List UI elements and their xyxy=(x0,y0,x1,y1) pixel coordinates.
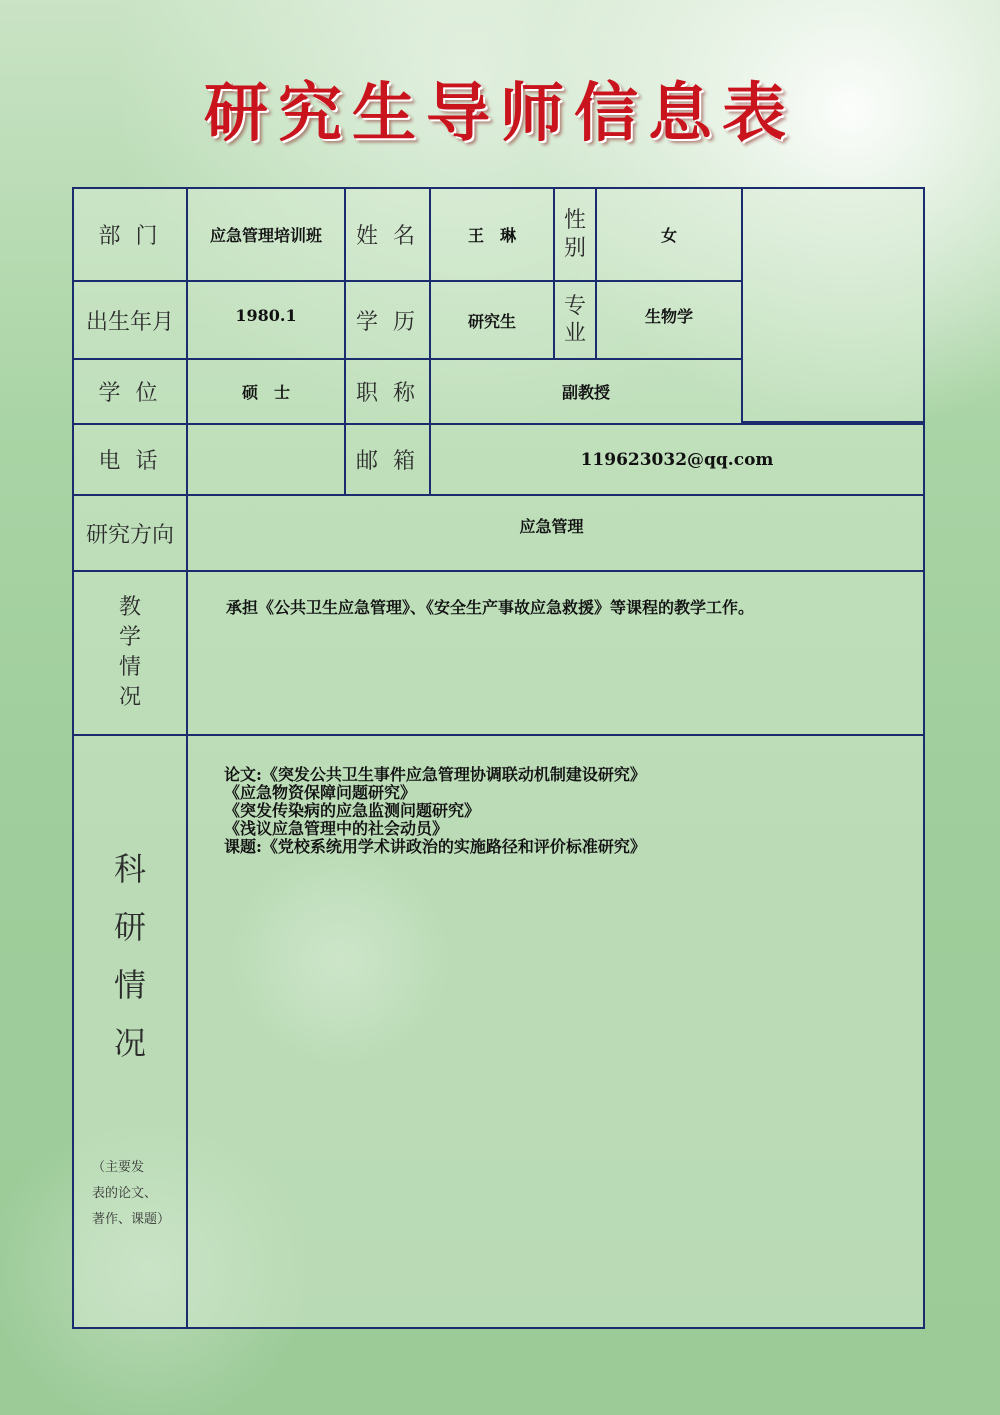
major-value: 生物学 xyxy=(595,280,743,360)
research-line-2: 《应急物资保障问题研究》 xyxy=(224,783,417,802)
education-label: 学 历 xyxy=(344,280,431,360)
research-line-3: 《突发传染病的应急监测问题研究》 xyxy=(224,801,481,820)
degree-value: 硕 士 xyxy=(186,358,346,425)
research-note-line-1: （主要发 xyxy=(92,1160,145,1175)
title-value: 副教授 xyxy=(429,358,743,425)
photo-box xyxy=(741,187,925,423)
gender-label-char-1: 性 xyxy=(563,208,586,233)
teaching-text: 承担《公共卫生应急管理》、《安全生产事故应急救援》等课程的教学工作。 xyxy=(226,598,755,617)
teaching-label-char-3: 情 xyxy=(118,655,141,680)
education-value: 研究生 xyxy=(429,280,555,360)
teaching-label-char-4: 况 xyxy=(118,685,141,710)
direction-value: 应急管理 xyxy=(186,494,925,572)
major-label-char-1: 专 xyxy=(563,293,586,319)
research-label xyxy=(72,840,188,1072)
phone-label: 电 话 xyxy=(72,423,188,496)
phone-value xyxy=(186,423,346,496)
research-line-4: 《浅议应急管理中的社会动员》 xyxy=(224,819,449,838)
email-value: 119623032@qq.com xyxy=(429,423,925,496)
research-label-char-3: 情 xyxy=(113,966,146,1004)
major-label-char-2: 业 xyxy=(563,321,586,346)
name-label: 姓 名 xyxy=(344,187,431,282)
research-note-line-3: 著作、课题） xyxy=(92,1212,171,1227)
birth-label: 出生年月 xyxy=(72,280,188,360)
research-note xyxy=(92,1155,170,1233)
direction-label: 研究方向 xyxy=(72,494,188,572)
degree-label: 学 位 xyxy=(72,358,188,425)
gender-value: 女 xyxy=(595,187,743,282)
gender-label-char-2: 别 xyxy=(563,235,586,261)
research-note-line-2: 表的论文、 xyxy=(92,1186,158,1201)
birth-value: 1980.1 xyxy=(186,280,346,360)
name-value: 王 琳 xyxy=(429,187,555,282)
major-label xyxy=(553,280,597,360)
email-label: 邮 箱 xyxy=(344,423,431,496)
teaching-label-char-2: 学 xyxy=(118,625,141,650)
page-title: 研究生导师信息表 xyxy=(204,77,796,151)
research-label-char-1: 科 xyxy=(113,850,146,888)
research-label-char-2: 研 xyxy=(113,908,146,946)
research-line-1: 论文:《突发公共卫生事件应急管理协调联动机制建设研究》 xyxy=(224,765,646,784)
title-label: 职 称 xyxy=(344,358,431,425)
gender-label xyxy=(553,187,597,282)
research-label-char-4: 况 xyxy=(113,1024,146,1062)
teaching-label xyxy=(72,570,188,736)
research-line-5: 课题:《党校系统用学术讲政治的实施路径和评价标准研究》 xyxy=(224,837,646,856)
dept-label: 部 门 xyxy=(72,187,188,282)
teaching-label-char-1: 教 xyxy=(118,595,141,620)
dept-value: 应急管理培训班 xyxy=(186,187,346,282)
research-content xyxy=(224,766,646,856)
